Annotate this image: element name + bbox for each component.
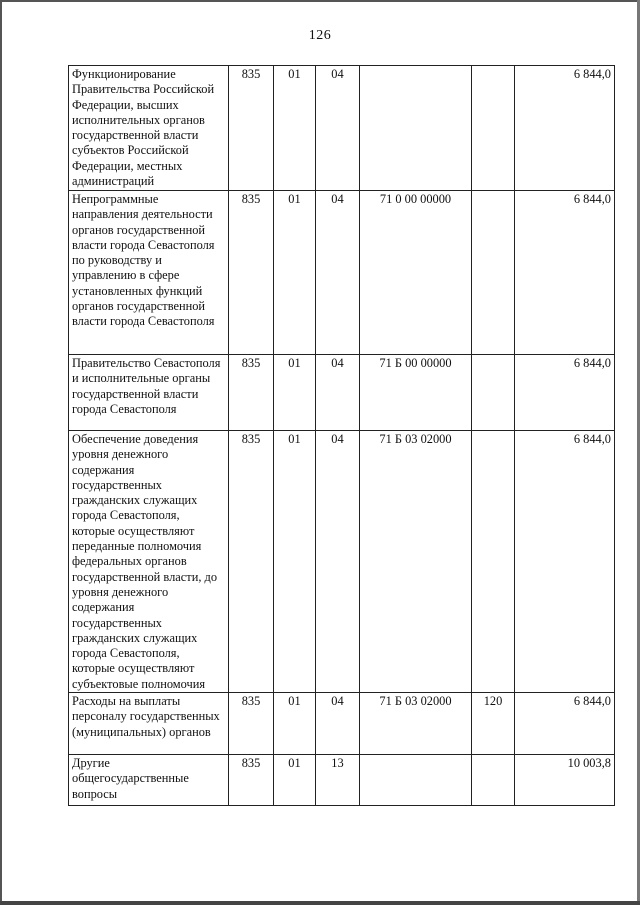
expense-type	[472, 355, 515, 431]
expense-type	[472, 431, 515, 693]
amount: 6 844,0	[515, 693, 615, 755]
row-name: Расходы на выплаты персоналу государственных (муниципальных) органов	[69, 693, 229, 755]
page-border-left	[0, 0, 2, 905]
subsection-code: 04	[316, 191, 360, 355]
section-code: 01	[274, 191, 316, 355]
section-code: 01	[274, 431, 316, 693]
ministry-code: 835	[229, 355, 274, 431]
table-row	[69, 755, 615, 806]
target-article: 71 0 00 00000	[360, 191, 472, 355]
table-row	[69, 355, 615, 431]
amount: 6 844,0	[515, 355, 615, 431]
target-article: 71 Б 00 00000	[360, 355, 472, 431]
section-code: 01	[274, 693, 316, 755]
amount: 6 844,0	[515, 191, 615, 355]
ministry-code: 835	[229, 693, 274, 755]
table-row	[69, 431, 615, 693]
expense-type	[472, 66, 515, 191]
row-name: Функционирование Правительства Российской Федерации, высших исполнительных органов государственной власти субъектов Российской Федерации, местных администраций	[69, 66, 229, 191]
expense-type	[472, 191, 515, 355]
ministry-code: 835	[229, 191, 274, 355]
ministry-code: 835	[229, 66, 274, 191]
amount: 10 003,8	[515, 755, 615, 806]
subsection-code: 04	[316, 693, 360, 755]
subsection-code: 04	[316, 66, 360, 191]
row-name: Непрограммные направления деятельности органов государственной власти города Севастополя по руководству и управлению в сфере установленных функций органов государственной власти города Севастополя	[69, 191, 229, 355]
table-row	[69, 693, 615, 755]
ministry-code: 835	[229, 755, 274, 806]
table-row	[69, 66, 615, 191]
target-article: 71 Б 03 02000	[360, 693, 472, 755]
row-name: Обеспечение доведения уровня денежного содержания государственных гражданских служащих города Севастополя, которые осуществляют переданные полномочия федеральных органов государственной власти, до уровня денежного содержания государственных гражданских служащих города Севастополя, которые осуществляют субъектовые полномочия	[69, 431, 229, 693]
section-code: 01	[274, 66, 316, 191]
page-border-bottom	[0, 901, 640, 905]
target-article	[360, 755, 472, 806]
expense-type	[472, 755, 515, 806]
ministry-code: 835	[229, 431, 274, 693]
budget-table	[68, 65, 615, 806]
section-code: 01	[274, 355, 316, 431]
amount: 6 844,0	[515, 431, 615, 693]
subsection-code: 04	[316, 431, 360, 693]
row-name: Правительство Севастополя и исполнительные органы государственной власти города Севастополя	[69, 355, 229, 431]
expense-type: 120	[472, 693, 515, 755]
section-code: 01	[274, 755, 316, 806]
table-row	[69, 191, 615, 355]
subsection-code: 13	[316, 755, 360, 806]
page-number: 126	[308, 28, 332, 43]
amount: 6 844,0	[515, 66, 615, 191]
target-article: 71 Б 03 02000	[360, 431, 472, 693]
subsection-code: 04	[316, 355, 360, 431]
row-name: Другие общегосударственные вопросы	[69, 755, 229, 806]
target-article	[360, 66, 472, 191]
page-border-top	[0, 0, 640, 2]
